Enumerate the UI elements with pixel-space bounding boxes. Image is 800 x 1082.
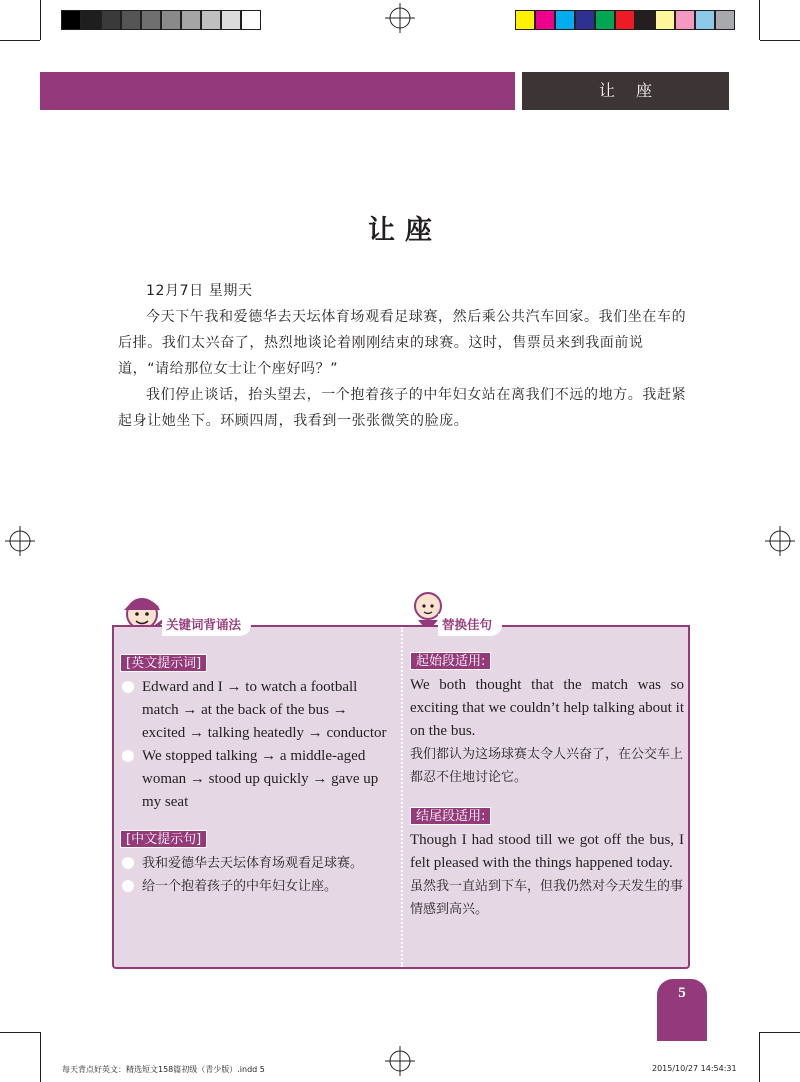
crop-mark: [40, 0, 41, 40]
registration-mark-icon: [765, 526, 795, 556]
color-swatch: [161, 10, 181, 30]
color-swatch: [635, 10, 655, 30]
color-swatch: [515, 10, 535, 30]
study-panel: [112, 617, 690, 969]
crop-mark: [0, 1032, 40, 1033]
paragraph: 我们停止谈话，抬头望去，一个抱着孩子的中年妇女站在离我们不远的地方。我赶紧起身让她坐下。环顾四周，我看到一张张微笑的脸庞。: [118, 387, 687, 429]
chinese-cue-label: [中文提示句]: [120, 830, 207, 848]
color-swatch: [81, 10, 101, 30]
page-title: 让座: [368, 215, 442, 246]
bullet-dot: [122, 750, 134, 762]
paragraph: 今天下午我和爱德华去天坛体育场观看足球赛，然后乘公共汽车回家。我们坐在车的后排。我们太兴奋了，热烈地谈论着刚刚结束的球赛。这时，售票员来到我面前说道，“请给那位女士让个座好吗？”: [118, 309, 687, 377]
right-column: [410, 650, 684, 921]
registration-mark-icon: [385, 3, 415, 33]
color-bar: [515, 10, 735, 30]
list-item: We stopped talking → a middle-aged woman → stood up quickly → gave up my seat: [120, 745, 392, 814]
color-swatch: [61, 10, 81, 30]
color-swatch: [615, 10, 635, 30]
color-swatch: [141, 10, 161, 30]
crop-mark: [760, 1032, 800, 1033]
crop-mark: [760, 40, 800, 41]
list-item: Edward and I → to watch a football match → at the back of the bus → excited → talking heatedly → conductor: [120, 676, 392, 745]
english-cue-label: [英文提示词]: [120, 654, 207, 672]
footer-timestamp: 2015/10/27 14:54:31: [652, 1064, 737, 1073]
crop-mark: [759, 1032, 760, 1082]
right-panel-heading: 替换佳句: [438, 614, 502, 636]
color-swatch: [121, 10, 141, 30]
color-swatch: [555, 10, 575, 30]
list-item: 我和爱德华去天坛体育场观看足球赛。: [120, 852, 392, 875]
color-swatch: [201, 10, 221, 30]
registration-mark-icon: [5, 526, 35, 556]
closing-sentence-zh: 虽然我一直站到下车，但我仍然对今天发生的事情感到高兴。: [410, 879, 684, 917]
gray-color-bar: [61, 10, 261, 30]
article-body: [118, 278, 688, 434]
bullet-dot: [122, 880, 134, 892]
color-swatch: [221, 10, 241, 30]
color-swatch: [101, 10, 121, 30]
color-swatch: [655, 10, 675, 30]
header-section-tab: 让 座: [522, 72, 729, 110]
bullet-dot: [122, 857, 134, 869]
page-number: 5: [678, 985, 686, 1001]
color-swatch: [675, 10, 695, 30]
list-item: 给一个抱着孩子的中年妇女让座。: [120, 875, 392, 898]
crop-mark: [0, 40, 40, 41]
registration-mark-icon: [385, 1046, 415, 1076]
closing-sentence-en: Though I had stood till we got off the bus, I felt pleased with the things happened today.: [410, 832, 684, 871]
color-swatch: [535, 10, 555, 30]
footer-file-info: 每天背点好英文：精选短文158篇初级（青少版）.indd 5: [62, 1065, 265, 1074]
closing-label: 结尾段适用:: [410, 807, 491, 825]
color-swatch: [575, 10, 595, 30]
opening-sentence-en: We both thought that the match was so exciting that we couldn’t help talking about it on the bus.: [410, 677, 684, 739]
left-panel-heading: 关键词背诵法: [162, 614, 251, 636]
color-swatch: [715, 10, 735, 30]
opening-label: 起始段适用:: [410, 652, 491, 670]
color-swatch: [241, 10, 261, 30]
panel-divider: [401, 627, 403, 967]
crop-mark: [759, 0, 760, 40]
left-column: [120, 652, 392, 898]
opening-sentence-zh: 我们都认为这场球赛太令人兴奋了，在公交车上都忍不住地讨论它。: [410, 747, 684, 785]
color-swatch: [595, 10, 615, 30]
bullet-dot: [122, 681, 134, 693]
color-swatch: [695, 10, 715, 30]
date-line: 12月7日 星期天: [146, 283, 253, 299]
header-bar: [40, 72, 515, 110]
crop-mark: [40, 1032, 41, 1082]
color-swatch: [181, 10, 201, 30]
